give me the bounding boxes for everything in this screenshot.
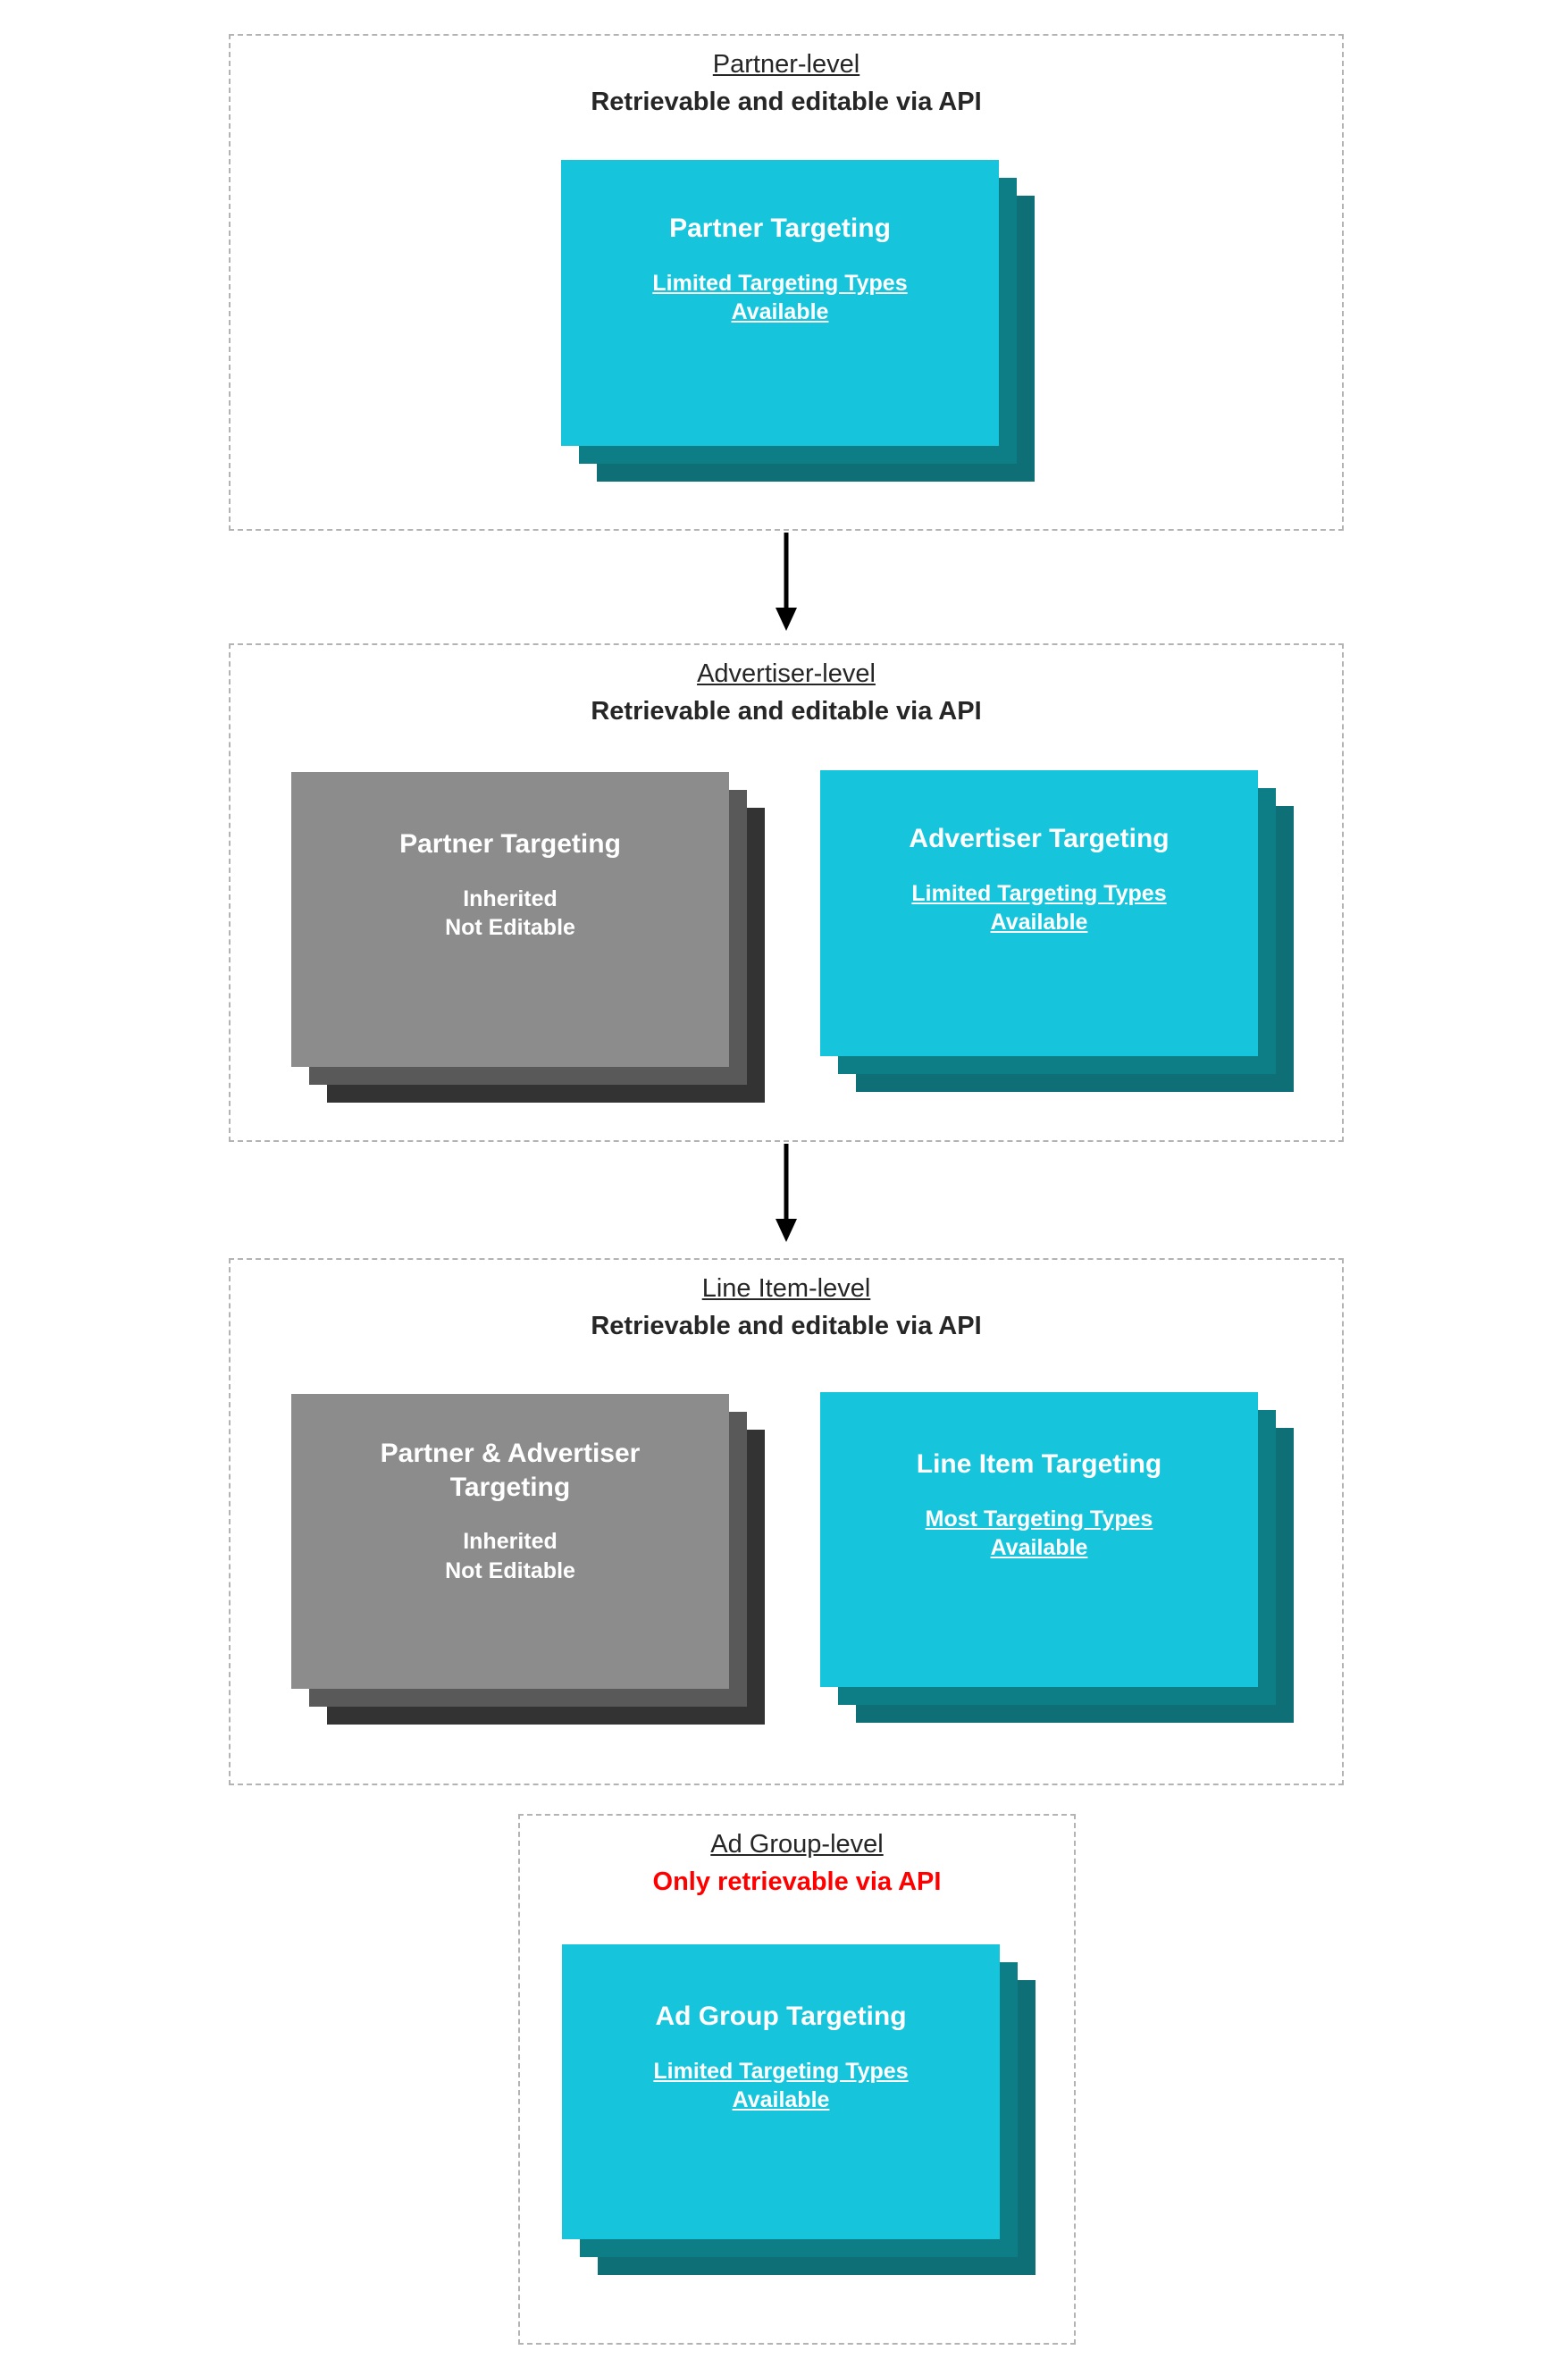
card-advertiser-targeting <box>820 770 1294 1110</box>
card-partner-targeting <box>561 160 1035 499</box>
level-line-item-title: Line Item-level <box>701 1274 871 1303</box>
connector-advertiser-to-line-item <box>768 1144 804 1244</box>
card-note-line1: Limited Targeting Types <box>653 2058 909 2084</box>
level-advertiser <box>229 643 1344 1142</box>
card-note-line2: Available <box>731 299 829 324</box>
card-title: Partner Targeting <box>399 829 621 859</box>
card-front-layer <box>561 160 999 446</box>
connector-partner-to-advertiser <box>768 533 804 633</box>
level-partner <box>229 34 1344 531</box>
level-ad-group-subtitle: Only retrievable via API <box>652 1868 942 1897</box>
card-note-line2: Available <box>990 910 1088 935</box>
card-title: Partner & Advertiser Targeting <box>380 1439 641 1502</box>
card-partner-advertiser-targeting-inherited <box>291 1394 765 1751</box>
card-front-layer <box>291 1394 729 1689</box>
card-note-line1: Inherited <box>463 886 558 911</box>
card-front-layer <box>291 772 729 1067</box>
card-note-line2: Not Editable <box>445 1557 575 1583</box>
card-title: Partner Targeting <box>669 214 891 243</box>
card-title: Advertiser Targeting <box>909 824 1170 853</box>
level-ad-group-title: Ad Group-level <box>710 1830 884 1859</box>
level-partner-subtitle: Retrievable and editable via API <box>591 88 982 117</box>
card-note-line2: Available <box>990 1535 1088 1560</box>
card-title: Line Item Targeting <box>916 1449 1162 1479</box>
card-note-line1: Limited Targeting Types <box>652 270 908 296</box>
card-title: Ad Group Targeting <box>655 2002 907 2031</box>
card-note-line1: Inherited <box>463 1529 558 1554</box>
card-front-layer <box>820 770 1258 1056</box>
card-note-line1: Limited Targeting Types <box>911 880 1167 906</box>
card-note-line2: Available <box>732 2087 830 2112</box>
card-partner-targeting-inherited <box>291 772 765 1112</box>
card-note-line1: Most Targeting Types <box>925 1506 1153 1532</box>
card-front-layer <box>562 1944 1000 2239</box>
card-line-item-targeting <box>820 1392 1294 1750</box>
level-partner-title: Partner-level <box>712 50 860 79</box>
level-ad-group <box>518 1814 1076 2345</box>
level-advertiser-title: Advertiser-level <box>697 659 876 688</box>
level-line-item <box>229 1258 1344 1785</box>
level-line-item-subtitle: Retrievable and editable via API <box>591 1312 982 1341</box>
card-note-line2: Not Editable <box>445 915 575 940</box>
level-advertiser-subtitle: Retrievable and editable via API <box>591 697 982 726</box>
card-ad-group-targeting <box>562 1944 1036 2302</box>
card-front-layer <box>820 1392 1258 1687</box>
